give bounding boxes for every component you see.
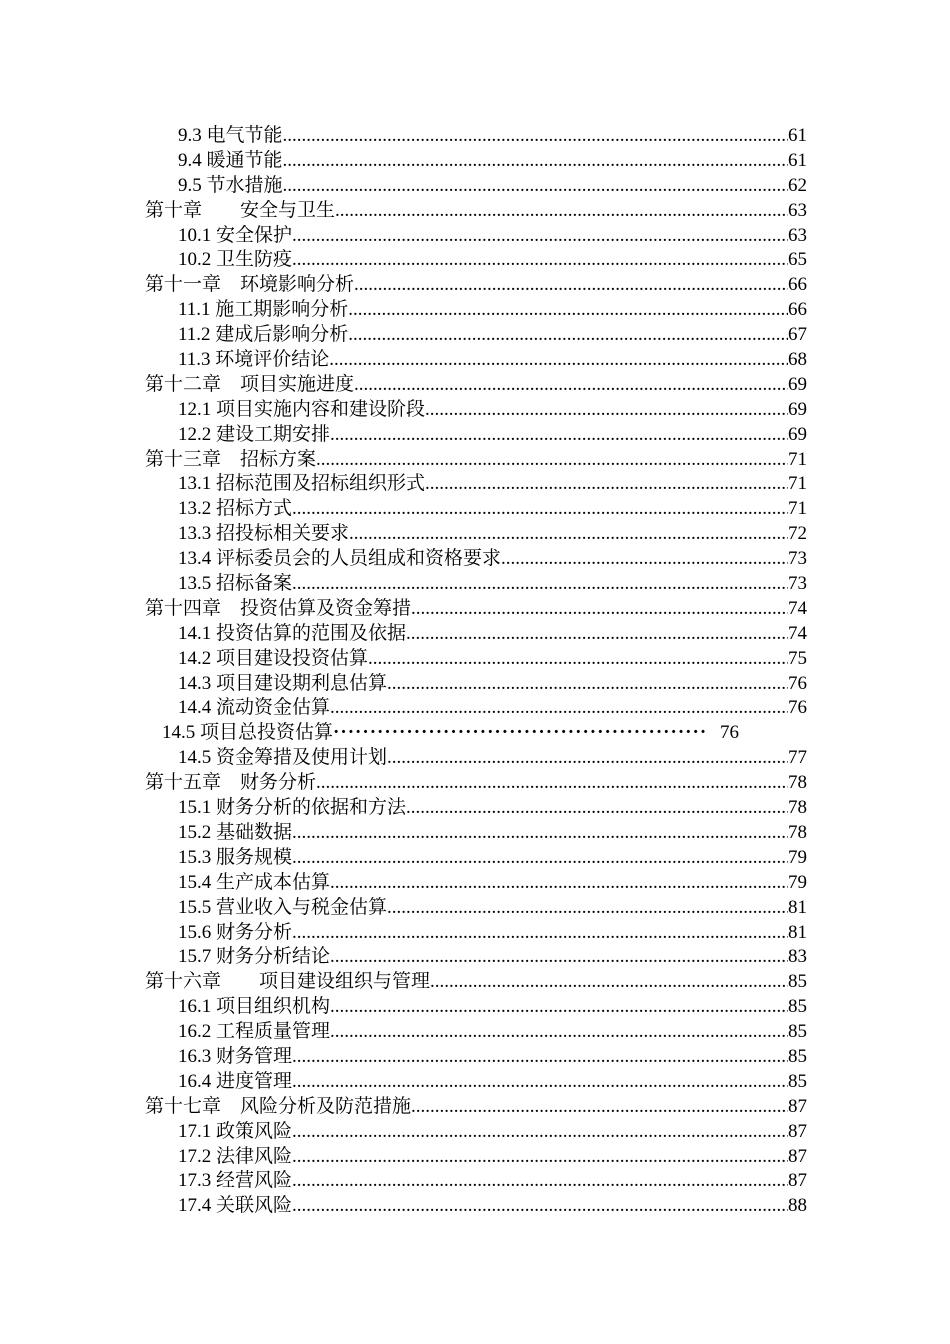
toc-page-number: 76 bbox=[788, 697, 807, 719]
toc-page-number: 61 bbox=[788, 149, 807, 171]
toc-page-number: 87 bbox=[788, 1095, 807, 1117]
toc-entry-label: 13.3 招投标相关要求 bbox=[178, 523, 350, 545]
toc-section-entry[interactable] bbox=[145, 497, 807, 522]
toc-dot-leader bbox=[316, 771, 788, 796]
toc-dot-leader bbox=[316, 448, 788, 473]
toc-page-number: 78 bbox=[788, 797, 807, 819]
toc-page-number: 81 bbox=[788, 921, 807, 943]
toc-entry-label: 10.2 卫生防疫 bbox=[178, 249, 293, 271]
toc-page-number: 79 bbox=[788, 846, 807, 868]
toc-section-entry[interactable] bbox=[145, 1169, 807, 1194]
toc-page-number: 63 bbox=[788, 199, 807, 221]
toc-entry-label: 9.5 节水措施 bbox=[178, 174, 283, 196]
toc-entry-label: 12.1 项目实施内容和建设阶段 bbox=[178, 398, 426, 420]
toc-dot-leader bbox=[411, 1095, 788, 1120]
toc-chapter-entry[interactable] bbox=[145, 970, 807, 995]
toc-dot-leader bbox=[348, 298, 788, 323]
toc-section-entry[interactable] bbox=[145, 472, 807, 497]
toc-section-entry[interactable] bbox=[145, 821, 807, 846]
toc-chapter-entry[interactable] bbox=[145, 199, 807, 224]
toc-entry-label: 14.5 资金筹措及使用计划 bbox=[178, 747, 388, 769]
toc-page-number: 76 bbox=[788, 672, 807, 694]
toc-entry-label: 第十六章 项目建设组织与管理 bbox=[145, 971, 431, 993]
toc-page-number: 77 bbox=[788, 747, 807, 769]
toc-section-entry[interactable] bbox=[145, 323, 807, 348]
toc-section-entry[interactable] bbox=[145, 149, 807, 174]
toc-page-number: 85 bbox=[788, 996, 807, 1018]
toc-page-number: 63 bbox=[788, 224, 807, 246]
toc-dot-leader bbox=[354, 273, 788, 298]
toc-dot-leader bbox=[330, 995, 788, 1020]
toc-dot-leader bbox=[330, 696, 788, 721]
toc-dot-leader bbox=[283, 174, 788, 199]
toc-section-entry[interactable] bbox=[145, 423, 807, 448]
toc-section-entry[interactable] bbox=[145, 124, 807, 149]
toc-dot-leader bbox=[292, 921, 788, 946]
toc-dot-leader bbox=[292, 1070, 788, 1095]
toc-page-number: 85 bbox=[788, 971, 807, 993]
toc-entry-label: 17.4 关联风险 bbox=[178, 1195, 293, 1217]
toc-entry-label: 15.5 营业收入与税金估算 bbox=[178, 896, 388, 918]
toc-section-entry[interactable] bbox=[145, 1070, 807, 1095]
toc-section-entry[interactable] bbox=[145, 1020, 807, 1045]
toc-section-entry[interactable] bbox=[145, 846, 807, 871]
toc-page-number: 72 bbox=[788, 523, 807, 545]
toc-page-number: 81 bbox=[788, 896, 807, 918]
toc-entry-label: 15.6 财务分析 bbox=[178, 921, 293, 943]
toc-page-number: 87 bbox=[788, 1170, 807, 1192]
toc-entry-label: 14.1 投资估算的范围及依据 bbox=[178, 622, 407, 644]
toc-section-entry[interactable] bbox=[145, 746, 807, 771]
toc-section-entry[interactable] bbox=[145, 572, 807, 597]
toc-dot-leader bbox=[501, 547, 788, 572]
toc-dot-leader bbox=[425, 472, 788, 497]
toc-page-number: 79 bbox=[788, 871, 807, 893]
toc-entry-label: 15.1 财务分析的依据和方法 bbox=[178, 797, 407, 819]
toc-dot-leader bbox=[283, 149, 788, 174]
toc-entry-label: 14.5 项目总投资估算 bbox=[162, 722, 334, 744]
toc-page-number: 83 bbox=[788, 946, 807, 968]
toc-page-number: 78 bbox=[788, 772, 807, 794]
toc-entry-label: 第十七章 风险分析及防范措施 bbox=[145, 1095, 412, 1117]
toc-entry-label: 11.1 施工期影响分析 bbox=[178, 299, 349, 321]
toc-dot-leader bbox=[335, 199, 788, 224]
toc-section-entry[interactable] bbox=[145, 224, 807, 249]
toc-section-entry[interactable] bbox=[145, 647, 807, 672]
toc-chapter-entry[interactable] bbox=[145, 448, 807, 473]
toc-page-number: 62 bbox=[788, 174, 807, 196]
toc-page-number: 78 bbox=[788, 821, 807, 843]
toc-section-entry[interactable] bbox=[145, 298, 807, 323]
toc-page-number: 71 bbox=[788, 498, 807, 520]
toc-page-number: 65 bbox=[788, 249, 807, 271]
toc-entry-label: 15.4 生产成本估算 bbox=[178, 871, 331, 893]
toc-dot-leader bbox=[348, 323, 788, 348]
toc-entry-label: 第十章 安全与卫生 bbox=[145, 199, 336, 221]
toc-dot-leader bbox=[354, 373, 788, 398]
toc-entry-label: 15.7 财务分析结论 bbox=[178, 946, 331, 968]
toc-section-entry[interactable] bbox=[145, 696, 807, 721]
toc-entry-label: 14.3 项目建设期利息估算 bbox=[178, 672, 388, 694]
toc-section-entry[interactable] bbox=[145, 1145, 807, 1170]
toc-dot-leader bbox=[330, 1020, 788, 1045]
toc-chapter-entry[interactable] bbox=[145, 273, 807, 298]
toc-dot-leader bbox=[406, 796, 788, 821]
toc-page-number: 87 bbox=[788, 1145, 807, 1167]
toc-dot-leader bbox=[430, 970, 788, 995]
toc-page-number: 68 bbox=[788, 349, 807, 371]
toc-section-entry[interactable] bbox=[145, 522, 807, 547]
toc-entry-label: 14.2 项目建设投资估算 bbox=[178, 647, 369, 669]
toc-entry-label: 10.1 安全保护 bbox=[178, 224, 293, 246]
toc-section-entry[interactable] bbox=[145, 1120, 807, 1145]
toc-page-number: 85 bbox=[788, 1045, 807, 1067]
toc-page-number: 85 bbox=[788, 1070, 807, 1092]
toc-section-entry[interactable] bbox=[145, 672, 807, 697]
toc-entry-label: 16.2 工程质量管理 bbox=[178, 1021, 331, 1043]
toc-dot-leader bbox=[330, 945, 788, 970]
toc-page-number: 73 bbox=[788, 548, 807, 570]
toc-dot-leader bbox=[283, 124, 788, 149]
toc-entry-label: 第十三章 招标方案 bbox=[145, 448, 317, 470]
toc-section-entry[interactable] bbox=[145, 248, 807, 273]
toc-section-entry[interactable] bbox=[145, 1045, 807, 1070]
toc-section-entry[interactable] bbox=[145, 921, 807, 946]
toc-page-number: 74 bbox=[788, 622, 807, 644]
toc-entry-label: 第十五章 财务分析 bbox=[145, 772, 317, 794]
toc-page-number: 75 bbox=[788, 647, 807, 669]
toc-section-entry[interactable] bbox=[145, 995, 807, 1020]
toc-dot-leader bbox=[333, 721, 708, 746]
toc-entry-label: 15.3 服务规模 bbox=[178, 846, 293, 868]
toc-dot-leader bbox=[292, 821, 788, 846]
toc-section-entry[interactable] bbox=[145, 1194, 807, 1219]
toc-dot-leader bbox=[292, 572, 788, 597]
toc-section-entry[interactable] bbox=[145, 871, 807, 896]
toc-entry-label: 11.3 环境评价结论 bbox=[178, 349, 330, 371]
toc-dot-leader bbox=[292, 1045, 788, 1070]
toc-page-number: 61 bbox=[788, 125, 807, 146]
toc-entry-label: 16.4 进度管理 bbox=[178, 1070, 293, 1092]
toc-dot-leader bbox=[292, 224, 788, 249]
toc-page-number: 69 bbox=[788, 398, 807, 420]
toc-entry-label: 第十四章 投资估算及资金筹措 bbox=[145, 597, 412, 619]
toc-page-number: 85 bbox=[788, 1021, 807, 1043]
toc-section-entry[interactable] bbox=[145, 945, 807, 970]
toc-entry-label: 17.3 经营风险 bbox=[178, 1170, 293, 1192]
toc-section-entry[interactable] bbox=[145, 398, 807, 423]
toc-page-number: 71 bbox=[788, 448, 807, 470]
toc-page-number: 66 bbox=[788, 299, 807, 321]
toc-dot-leader bbox=[292, 1169, 788, 1194]
toc-page-number: 71 bbox=[788, 473, 807, 495]
toc-dot-leader bbox=[292, 1194, 788, 1219]
toc-dot-leader bbox=[406, 622, 788, 647]
toc-page-number: 73 bbox=[788, 573, 807, 595]
toc-entry-label: 17.1 政策风险 bbox=[178, 1120, 293, 1142]
toc-section-entry[interactable] bbox=[145, 174, 807, 199]
toc-chapter-entry[interactable] bbox=[145, 597, 807, 622]
toc-entry-label: 14.4 流动资金估算 bbox=[178, 697, 331, 719]
toc-section-entry[interactable] bbox=[145, 348, 807, 373]
toc-section-entry[interactable] bbox=[145, 622, 807, 647]
toc-section-entry[interactable] bbox=[145, 796, 807, 821]
toc-dot-leader bbox=[292, 1145, 788, 1170]
toc-entry-label: 9.4 暖通节能 bbox=[178, 149, 283, 171]
toc-entry-label: 12.2 建设工期安排 bbox=[178, 423, 331, 445]
toc-dot-leader bbox=[387, 746, 788, 771]
toc-dot-leader bbox=[292, 1120, 788, 1145]
toc-entry-label: 第十二章 项目实施进度 bbox=[145, 373, 355, 395]
toc-dot-leader bbox=[387, 672, 788, 697]
toc-page-number: 88 bbox=[788, 1195, 807, 1217]
toc-section-entry[interactable] bbox=[145, 547, 807, 572]
toc-dot-leader bbox=[329, 348, 788, 373]
toc-entry-label: 13.4 评标委员会的人员组成和资格要求 bbox=[178, 548, 502, 570]
toc-entry-label: 13.5 招标备案 bbox=[178, 573, 293, 595]
toc-entry-label: 16.1 项目组织机构 bbox=[178, 996, 331, 1018]
toc-dot-leader bbox=[292, 497, 788, 522]
toc-page-number: 67 bbox=[788, 324, 807, 346]
toc-dot-leader bbox=[292, 846, 788, 871]
toc-section-entry[interactable] bbox=[145, 721, 807, 746]
toc-chapter-entry[interactable] bbox=[145, 1095, 807, 1120]
toc-entry-label: 13.2 招标方式 bbox=[178, 498, 293, 520]
toc-entry-label: 13.1 招标范围及招标组织形式 bbox=[178, 473, 426, 495]
toc-entry-label: 11.2 建成后影响分析 bbox=[178, 324, 349, 346]
toc-page-number: 74 bbox=[788, 597, 807, 619]
toc-dot-leader bbox=[330, 871, 788, 896]
toc-entry-label: 9.3 电气节能 bbox=[178, 125, 283, 146]
toc-entry-label: 17.2 法律风险 bbox=[178, 1145, 293, 1167]
table-of-contents bbox=[145, 124, 807, 1219]
toc-entry-label: 15.2 基础数据 bbox=[178, 821, 293, 843]
toc-dot-leader bbox=[411, 597, 788, 622]
toc-page-number: 76 bbox=[720, 722, 740, 744]
toc-entry-label: 16.3 财务管理 bbox=[178, 1045, 293, 1067]
toc-dot-leader bbox=[330, 423, 788, 448]
toc-section-entry[interactable] bbox=[145, 896, 807, 921]
toc-page-number: 69 bbox=[788, 423, 807, 445]
toc-page-number: 87 bbox=[788, 1120, 807, 1142]
toc-dot-leader bbox=[387, 896, 788, 921]
toc-entry-label: 第十一章 环境影响分析 bbox=[145, 274, 355, 296]
toc-dot-leader bbox=[368, 647, 788, 672]
toc-page-number: 66 bbox=[788, 274, 807, 296]
toc-dot-leader bbox=[349, 522, 788, 547]
toc-dot-leader bbox=[292, 248, 788, 273]
toc-page-number: 69 bbox=[788, 373, 807, 395]
toc-chapter-entry[interactable] bbox=[145, 373, 807, 398]
toc-chapter-entry[interactable] bbox=[145, 771, 807, 796]
toc-dot-leader bbox=[425, 398, 788, 423]
